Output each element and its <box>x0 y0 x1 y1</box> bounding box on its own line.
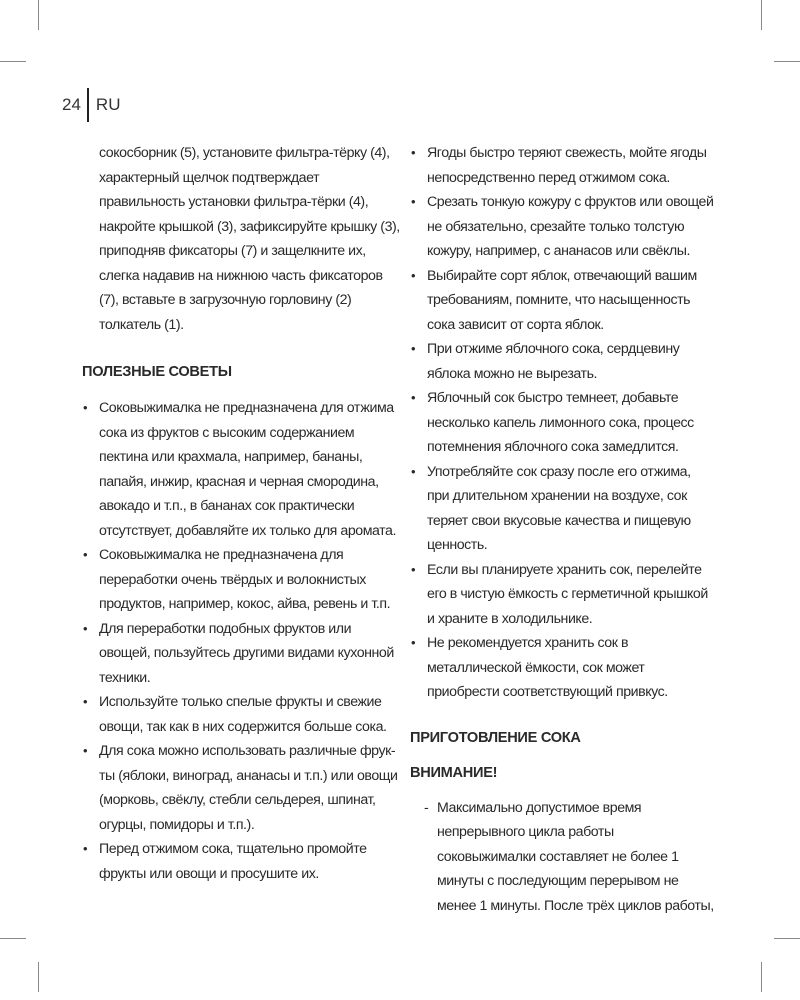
bullet-marker: • <box>83 547 88 562</box>
crop-mark <box>38 962 39 992</box>
bullet-marker: • <box>411 267 416 283</box>
bullet-marker: • <box>83 841 88 856</box>
list-item: • Срезать тонкую кожуру с фруктов или овощей не обязательно, срезайте только толстую кожуру, например, с ананасов или свёклы. <box>410 190 715 264</box>
crop-mark <box>774 938 800 939</box>
bullet-marker: • <box>83 694 88 709</box>
bullet-marker: • <box>411 463 416 479</box>
right-column <box>410 141 715 918</box>
list-item: • Выбирайте сорт яблок, отвечающий вашим требованиям, помните, что насыщенность сока зависит от сорта яблок. <box>410 264 715 338</box>
language-code: RU <box>95 95 121 114</box>
list-item: • Соковыжималка не предназначена для переработки очень твёрдых и волокнистых продуктов, например, кокос, айва, ревень и т.п. <box>82 543 400 617</box>
section-heading-tips: ПОЛЕЗНЫЕ СОВЕТЫ <box>82 364 232 380</box>
bullet-marker: • <box>411 561 416 577</box>
crop-mark <box>0 61 26 62</box>
list-item: • Если вы планируете хранить сок, перелейте его в чистую ёмкость с герметичной крышкой и храните в холодильнике. <box>410 558 715 632</box>
list-item: • Используйте только спелые фрукты и свежие овощи, так как в них содержится больше сока. <box>82 690 400 739</box>
list-item: - Максимально допустимое время непрерывного цикла работы соковыжималки составляет не более 1 минуты с последующим перерывом не менее 1 минуты. После трёх циклов работы, <box>410 796 715 919</box>
list-item: • Перед отжимом сока, тщательно промойте фрукты или овощи и просушите их. <box>82 837 400 886</box>
list-item: • Для сока можно использовать различные фрукты (яблоки, виноград, ананасы и т.п.) или овощи (морковь, свёклу, стебли сельдерея, шпинат, огурцы, помидоры и т.п.). <box>82 739 400 837</box>
list-item: • Не рекомендуется хранить сок в металлической ёмкости, сок может приобрести соответствующий привкус. <box>410 631 715 705</box>
bullet-marker: • <box>83 400 88 415</box>
list-item: • Употребляйте сок сразу после его отжима, при длительном хранении на воздухе, сок теряет свои вкусовые качества и пищевую ценность. <box>410 460 715 558</box>
left-column <box>82 141 400 886</box>
crop-mark <box>0 938 26 939</box>
crop-mark <box>38 0 39 30</box>
list-item: • Для переработки подобных фруктов или овощей, пользуйтесь другими видами кухонной техники. <box>82 617 400 691</box>
crop-mark <box>761 962 762 992</box>
bullet-marker: • <box>411 635 416 650</box>
crop-mark <box>774 61 800 62</box>
list-item: • Соковыжималка не предназначена для отжима сока из фруктов с высоким содержанием пектина или крахмала, например, бананы, папайя, инжир, красная и черная смородина, авокадо и т.п., в бананах сок практически отсутствует, добавляйте их только для аромата. <box>82 396 400 543</box>
crop-mark <box>761 0 762 30</box>
tips-list <box>82 396 400 886</box>
list-item: • Ягоды быстро теряют свежесть, мойте ягоды непосредственно перед отжимом сока. <box>410 141 715 190</box>
list-item: • Яблочный сок быстро темнеет, добавьте несколько капель лимонного сока, процесс потемнения яблочного сока замедлится. <box>410 386 715 460</box>
page-header <box>62 90 120 120</box>
tips-list-continued <box>410 141 715 705</box>
bullet-marker: • <box>83 743 88 758</box>
bullet-marker: • <box>83 620 88 636</box>
warning-list <box>410 796 715 919</box>
bullet-marker: • <box>411 194 416 209</box>
bullet-marker: • <box>411 341 416 356</box>
dash-marker: - <box>424 799 429 816</box>
page-number: 24 <box>62 95 81 114</box>
list-item: • При отжиме яблочного сока, сердцевину яблока можно не вырезать. <box>410 337 715 386</box>
section-heading-preparation: ПРИГОТОВЛЕНИЕ СОКА <box>410 729 581 746</box>
bullet-marker: • <box>411 145 416 160</box>
continuation-paragraph: сокосборник (5), установите фильтра-тёрку (4), характерный щелчок подтверждает правильность установки фильтра-тёрки (4), накройте крышкой (3), зафиксируйте крышку (3), приподняв фиксаторы (7) и защелкните их, слегка надавив на нижнюю часть фиксаторов (7), вставьте в загрузочную горловину (2) толкатель (1). <box>99 145 400 333</box>
warning-heading: ВНИМАНИЕ! <box>410 764 498 781</box>
bullet-marker: • <box>411 390 416 405</box>
header-divider <box>87 88 89 122</box>
